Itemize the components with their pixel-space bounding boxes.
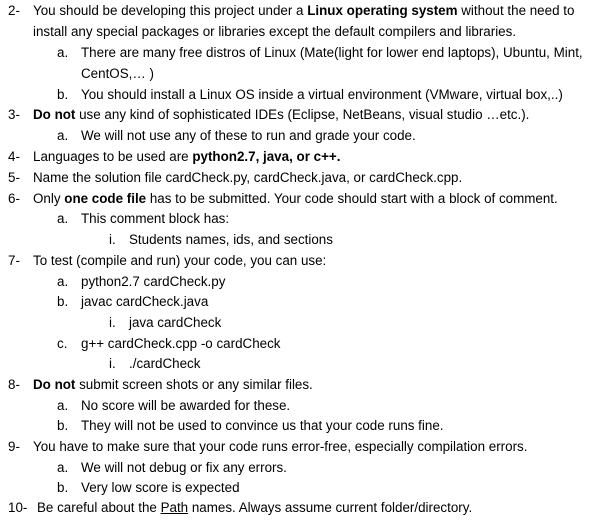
list-marker: 4- bbox=[8, 149, 20, 164]
list-marker: b. bbox=[57, 294, 69, 309]
list-marker: a. bbox=[57, 211, 69, 226]
list-item-text bbox=[37, 497, 472, 518]
text-run: We will not debug or fix any errors. bbox=[81, 460, 287, 475]
bold-text: one code file bbox=[64, 191, 147, 206]
list-item-text bbox=[81, 84, 563, 105]
list-marker: a. bbox=[57, 398, 69, 413]
list-marker: 2- bbox=[8, 3, 20, 18]
list-item-text bbox=[81, 63, 154, 84]
text-run: Name the solution file cardCheck.py, cardCheck.java, or cardCheck.cpp. bbox=[33, 170, 463, 185]
text-run: Languages to be used are bbox=[33, 149, 193, 164]
text-run: python2.7 cardCheck.py bbox=[81, 274, 226, 289]
list-item-text bbox=[33, 167, 462, 188]
text-run: You should install a Linux OS inside a virtual environment (VMware, virtual box,..) bbox=[81, 87, 563, 102]
text-run: use any kind of sophisticated IDEs (Eclipse, NetBeans, visual studio …etc.). bbox=[75, 107, 530, 122]
list-marker: a. bbox=[57, 128, 69, 143]
list-item-text bbox=[129, 353, 200, 374]
list-item-text bbox=[81, 208, 229, 229]
list-marker: 8- bbox=[8, 377, 20, 392]
text-run: You should be developing this project under a bbox=[33, 3, 308, 18]
text-run: CentOS,… ) bbox=[81, 66, 154, 81]
list-marker: i. bbox=[109, 232, 116, 247]
list-item-text bbox=[33, 250, 326, 271]
list-item-text bbox=[81, 125, 416, 146]
list-item-text bbox=[81, 42, 583, 63]
list-item-text bbox=[81, 477, 240, 498]
bold-text: Do not bbox=[33, 377, 76, 392]
list-marker: 3- bbox=[8, 107, 20, 122]
list-item-text bbox=[81, 333, 280, 354]
text-run: We will not use any of these to run and grade your code. bbox=[81, 128, 416, 143]
list-marker: i. bbox=[109, 315, 116, 330]
list-item-text bbox=[81, 457, 287, 478]
text-run: install any special packages or libraries except the default compilers and libraries. bbox=[33, 24, 517, 39]
text-run: This comment block has: bbox=[81, 211, 230, 226]
text-run: java cardCheck bbox=[129, 315, 222, 330]
list-item-text bbox=[33, 374, 313, 395]
list-item-text bbox=[81, 395, 290, 416]
underlined-text: Path bbox=[160, 500, 189, 515]
text-run: No score will be awarded for these. bbox=[81, 398, 291, 413]
text-run: To test (compile and run) your code, you can use: bbox=[33, 253, 327, 268]
list-marker: b. bbox=[57, 418, 69, 433]
list-marker: b. bbox=[57, 480, 69, 495]
text-run: You have to make sure that your code runs error-free, especially compilation errors. bbox=[33, 439, 528, 454]
list-item-text bbox=[33, 0, 574, 21]
list-marker: 10- bbox=[8, 500, 28, 515]
text-run: javac cardCheck.java bbox=[81, 294, 209, 309]
text-run: has to be submitted. Your code should start with a block of comment. bbox=[146, 191, 558, 206]
list-item-text bbox=[129, 229, 333, 250]
list-item-text bbox=[33, 104, 529, 125]
bold-text: python2.7, java, or c++. bbox=[192, 149, 341, 164]
list-marker: 6- bbox=[8, 191, 20, 206]
list-marker: b. bbox=[57, 87, 69, 102]
list-item-text bbox=[129, 312, 221, 333]
bold-text: Do not bbox=[33, 107, 76, 122]
text-run: They will not be used to convince us that your code runs fine. bbox=[81, 418, 444, 433]
list-marker: i. bbox=[109, 356, 116, 371]
list-item-text bbox=[33, 146, 340, 167]
bold-text: Linux operating system bbox=[307, 3, 458, 18]
list-marker: c. bbox=[57, 336, 68, 351]
text-run: Be careful about the bbox=[37, 500, 161, 515]
list-item-text bbox=[33, 21, 516, 42]
list-marker: a. bbox=[57, 274, 69, 289]
text-run: Very low score is expected bbox=[81, 480, 240, 495]
list-marker: a. bbox=[57, 460, 69, 475]
text-run: names. Always assume current folder/directory. bbox=[188, 500, 473, 515]
list-marker: a. bbox=[57, 45, 69, 60]
text-run: g++ cardCheck.cpp -o cardCheck bbox=[81, 336, 281, 351]
list-marker: 7- bbox=[8, 253, 20, 268]
text-run: Students names, ids, and sections bbox=[129, 232, 333, 247]
list-marker: 5- bbox=[8, 170, 20, 185]
list-item-text bbox=[81, 415, 444, 436]
text-run: submit screen shots or any similar files. bbox=[75, 377, 313, 392]
list-item-text bbox=[81, 291, 208, 312]
text-run: without the need to bbox=[457, 3, 575, 18]
text-run: There are many free distros of Linux (Mate(light for lower end laptops), Ubuntu, Mint, bbox=[81, 45, 583, 60]
text-run: ./cardCheck bbox=[129, 356, 201, 371]
list-item-text bbox=[81, 271, 225, 292]
list-item-text bbox=[33, 188, 558, 209]
list-item-text bbox=[33, 436, 527, 457]
text-run: Only bbox=[33, 191, 65, 206]
list-marker: 9- bbox=[8, 439, 20, 454]
